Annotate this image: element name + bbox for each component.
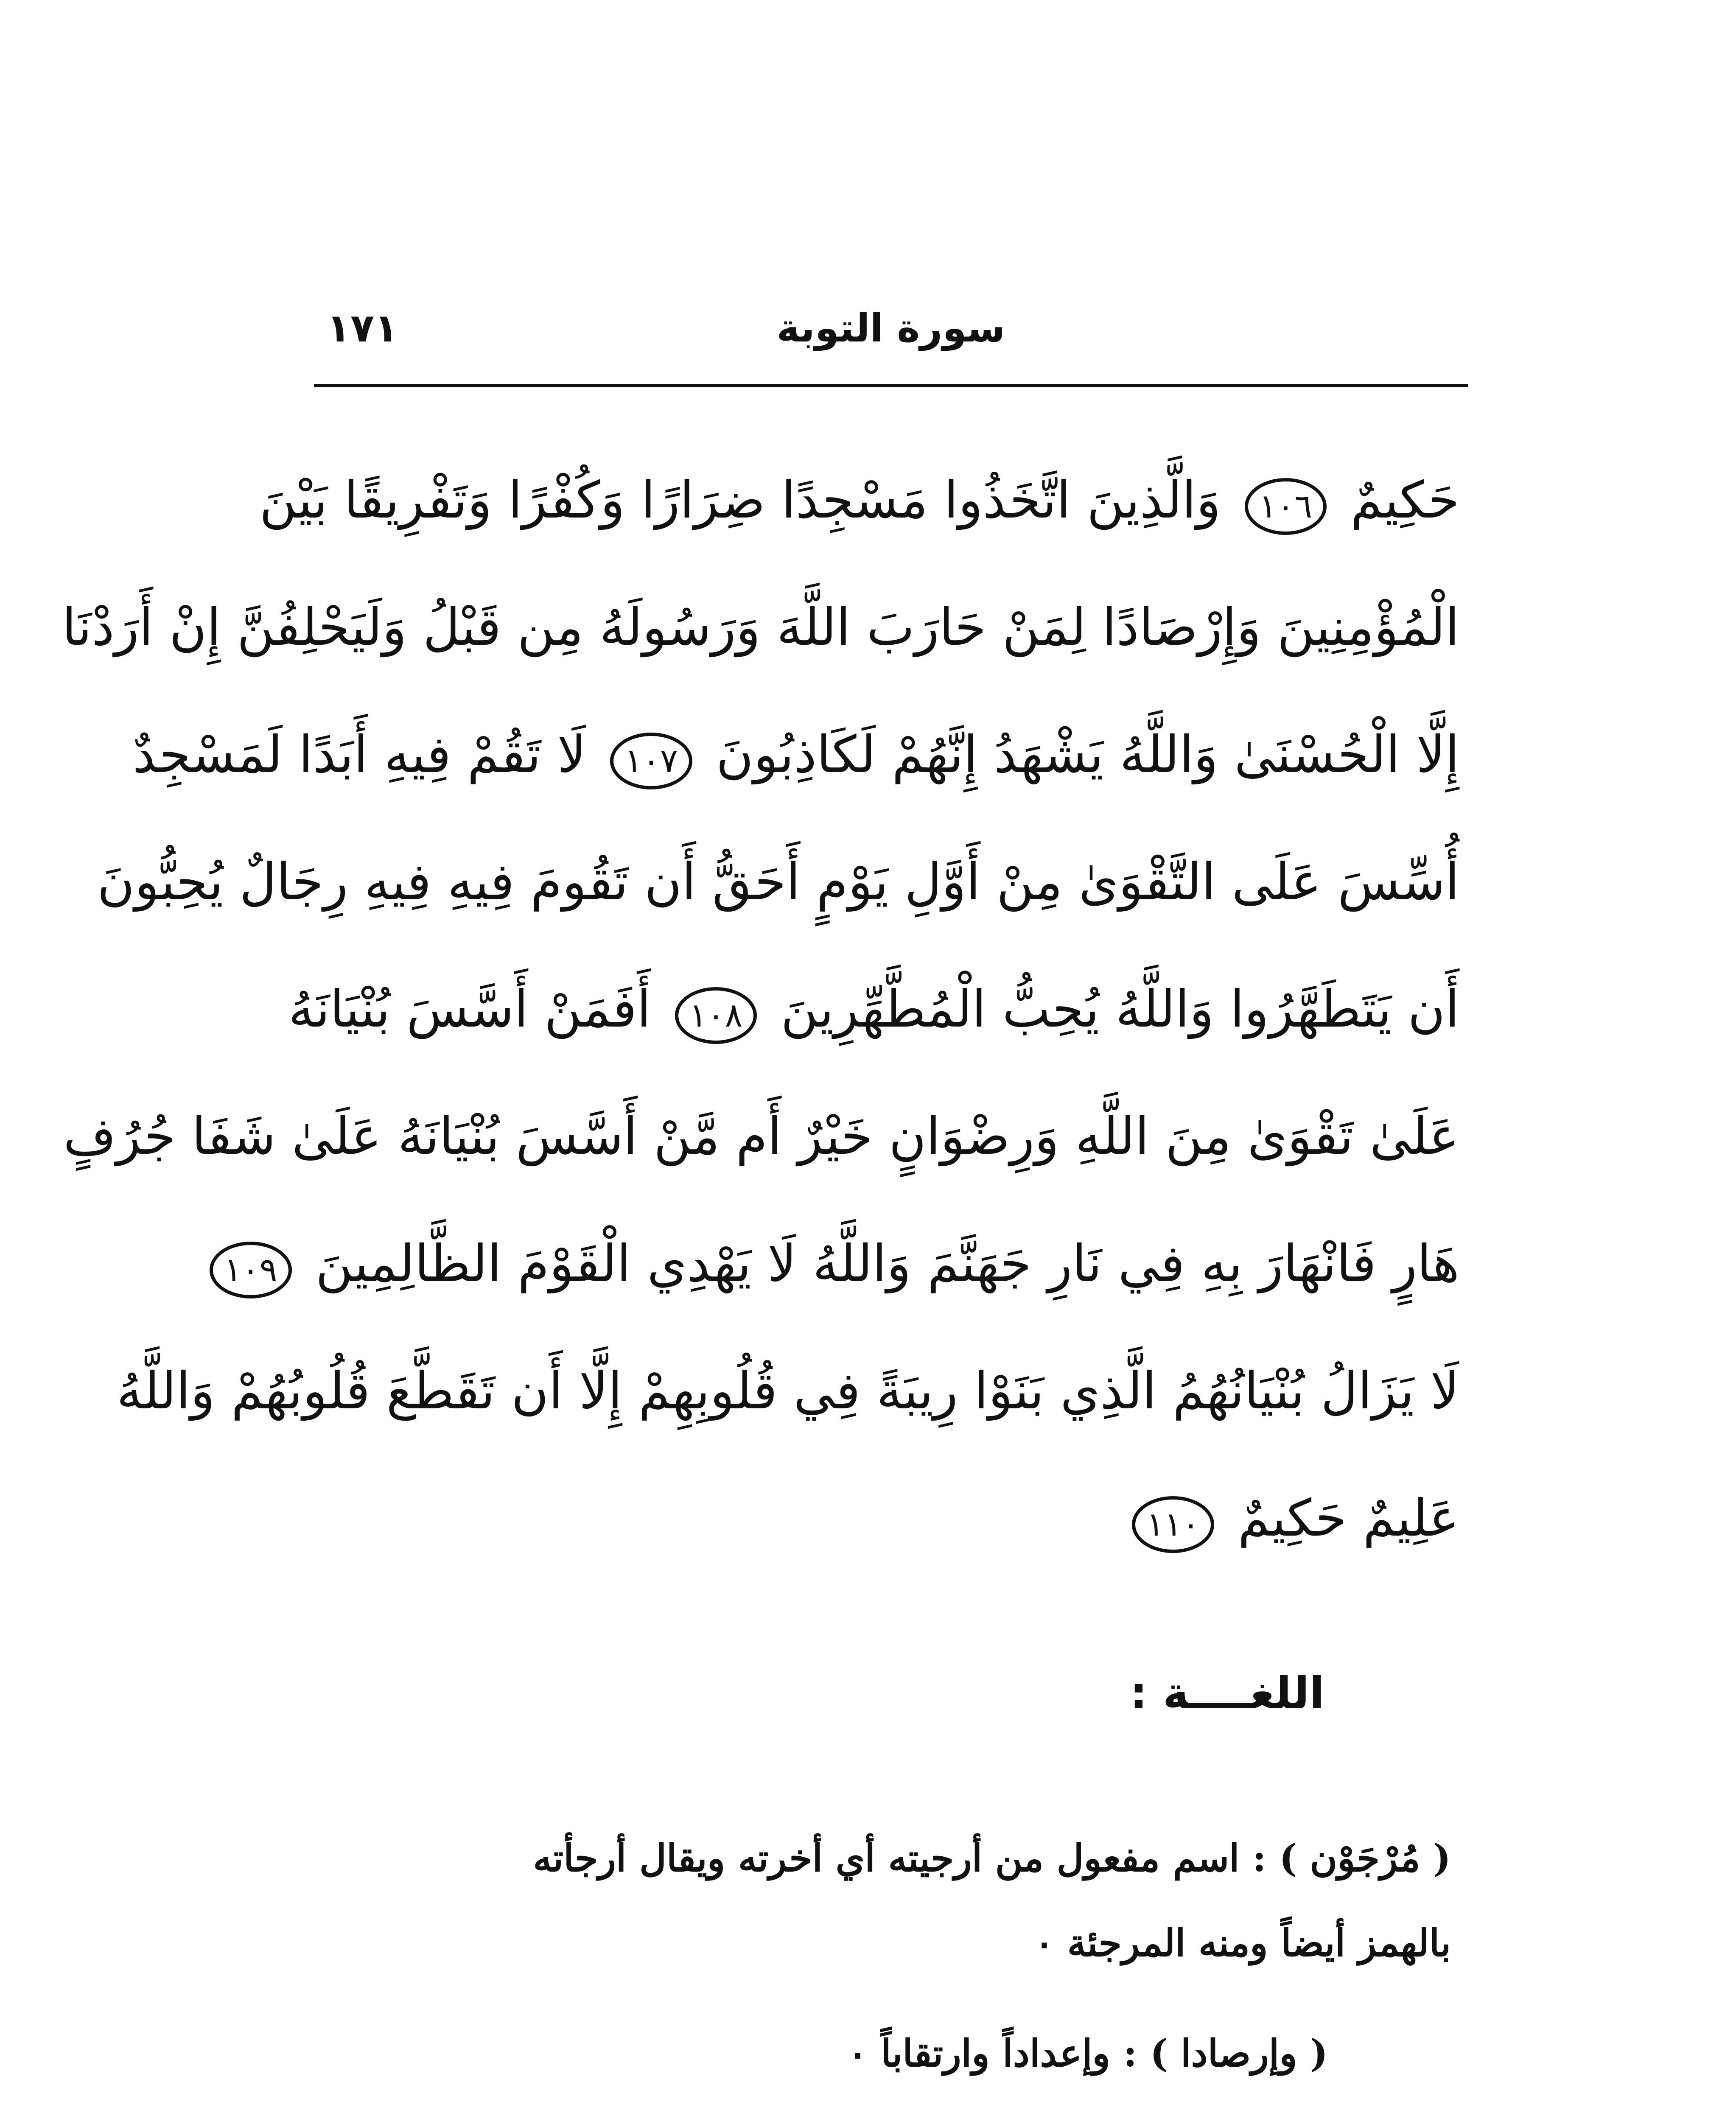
glossary-term: ( مُرْجَوْن ) (1279, 1836, 1451, 1880)
verse-text: لَا تَقُمْ فِيهِ أَبَدًا لَمَسْجِدٌ (132, 725, 586, 784)
verses-block (62, 437, 1459, 1582)
ayah-number-marker: ١٠٩ (210, 1242, 292, 1298)
verse-text: عَلِيمٌ حَكِيمٌ (1238, 1489, 1459, 1548)
verse-line (259, 437, 1459, 564)
glossary-line (255, 1900, 1451, 1985)
verse-text: أَن يَتَطَهَّرُوا وَاللَّهُ يُحِبُّ الْمُطَّهِّرِينَ (781, 980, 1459, 1039)
verse-text: أُسِّسَ عَلَى التَّقْوَىٰ مِنْ أَوَّلِ يَوْمٍ أَحَقُّ أَن تَقُومَ فِيهِ فِيهِ رِجَالٌ يُحِبُّونَ (97, 853, 1459, 912)
glossary-continuation: بالهمز أيضاً ومنه المرجئة ٠ (1034, 1921, 1451, 1965)
verse-text: وَالَّذِينَ اتَّخَذُوا مَسْجِدًا ضِرَارًا وَكُفْرًا وَتَفْرِيقًا بَيْنَ (259, 471, 1221, 530)
ayah-number-marker: ١٠٦ (1245, 478, 1327, 535)
ayah-number-marker: ١١٠ (1132, 1496, 1214, 1553)
verse-line (224, 1200, 1459, 1328)
verse-line (63, 1073, 1459, 1200)
verse-line (97, 819, 1459, 946)
page-number: ١٧١ (327, 305, 398, 351)
glossary-entry (255, 2011, 1451, 2096)
ayah-number-marker: ١٠٧ (610, 733, 692, 789)
verse-line (116, 1328, 1459, 1455)
glossary-term: ( وإرصادا ) (1150, 2031, 1328, 2075)
glossary-line (255, 2011, 1451, 2096)
ayah-number-marker: ١٠٨ (675, 987, 757, 1044)
verse-text: عَلَىٰ تَقْوَىٰ مِنَ اللَّهِ وَرِضْوَانٍ خَيْرٌ أَم مَّنْ أَسَّسَ بُنْيَانَهُ عَلَىٰ شَفَا جُرُفٍ (63, 1107, 1459, 1166)
spacer (255, 2096, 1451, 2121)
page-header (314, 297, 1468, 373)
verse-line (288, 946, 1459, 1073)
header-divider (314, 384, 1468, 387)
glossary-definition: : اسم مفعول من أرجيته أي أخرته ويقال أرجأته (533, 1836, 1266, 1880)
verse-text: هَارٍ فَانْهَارَ بِهِ فِي نَارِ جَهَنَّمَ وَاللَّهُ لَا يَهْدِي الْقَوْمَ الظَّالِمِينَ (315, 1234, 1459, 1293)
glossary-line (255, 1816, 1451, 1900)
verse-line (132, 691, 1459, 819)
verse-line (62, 564, 1459, 691)
section-heading: اللغــــة : (1130, 1667, 1324, 1719)
surah-title: سورة التوبة (776, 305, 1005, 351)
spacer (255, 1985, 1451, 2011)
verse-text: أَفَمَنْ أَسَّسَ بُنْيَانَهُ (288, 980, 651, 1039)
glossary-definition: : وإعداداً وارتقاباً ٠ (848, 2031, 1137, 2075)
verse-text: الْمُؤْمِنِينَ وَإِرْصَادًا لِمَنْ حَارَبَ اللَّهَ وَرَسُولَهُ مِن قَبْلُ وَلَيَحْلِفُنَّ إِنْ أَرَدْنَا (62, 598, 1459, 657)
glossary-entry (255, 1816, 1451, 1985)
verse-line (297, 1455, 1459, 1582)
verse-text: إِلَّا الْحُسْنَىٰ وَاللَّهُ يَشْهَدُ إِنَّهُمْ لَكَاذِبُونَ (716, 725, 1459, 784)
verse-text: حَكِيمٌ (1350, 471, 1459, 530)
verse-text: لَا يَزَالُ بُنْيَانُهُمُ الَّذِي بَنَوْا رِيبَةً فِي قُلُوبِهِمْ إِلَّا أَن تَقَطَّعَ قُلُوبُهُمْ وَاللَّهُ (116, 1362, 1459, 1421)
glossary (255, 1816, 1451, 2121)
